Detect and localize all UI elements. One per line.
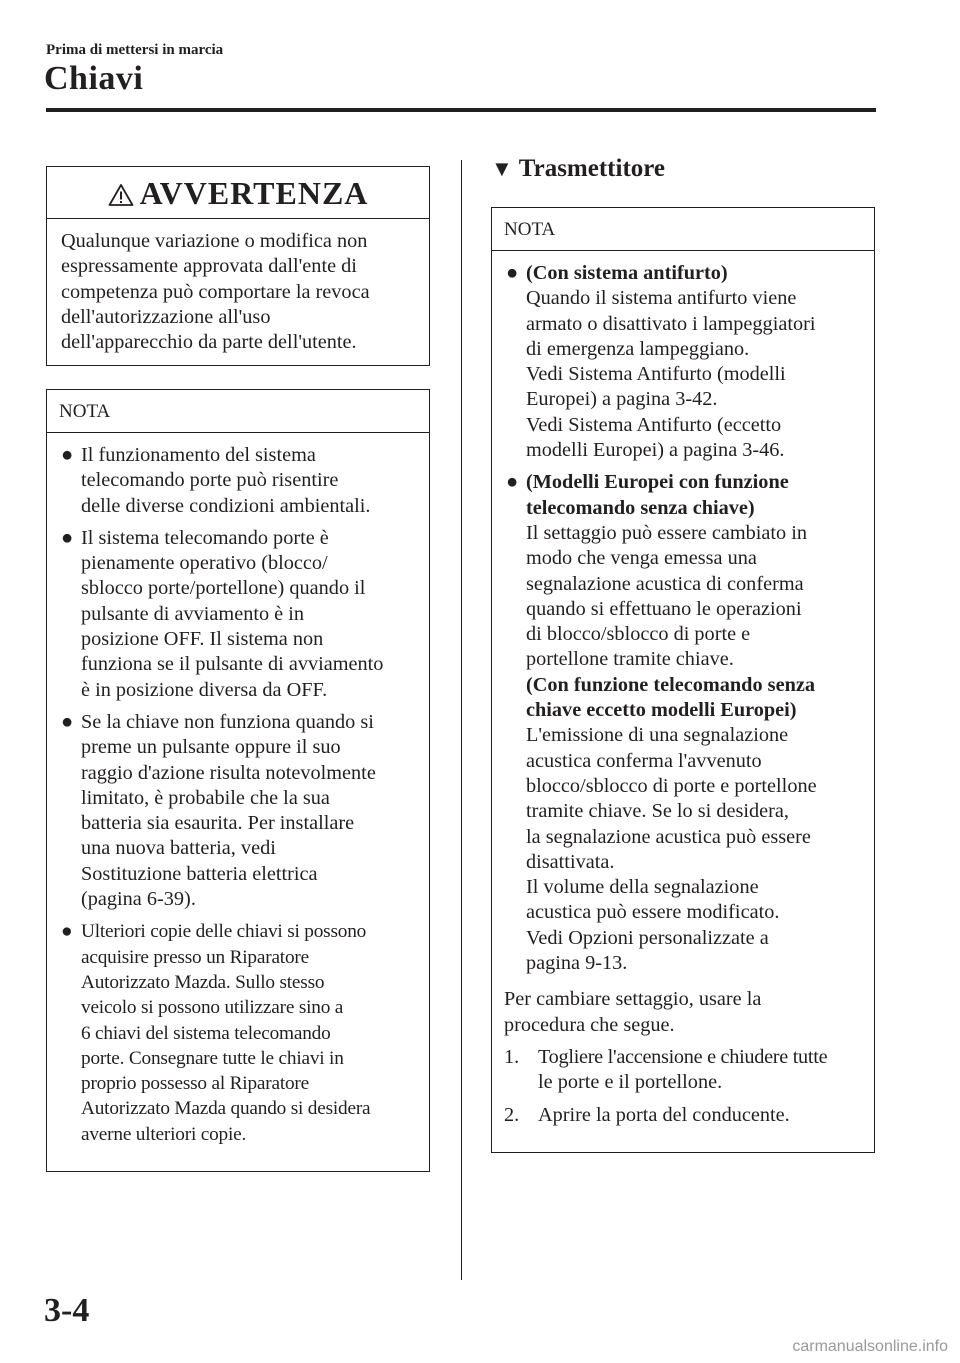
page-number: 3-4	[44, 1292, 90, 1329]
text-line: delle diverse condizioni ambientali.	[81, 494, 371, 517]
procedure-step-2	[492, 1103, 874, 1128]
list-item	[59, 710, 417, 912]
text-line: funziona se il pulsante di avviamento	[81, 653, 384, 676]
text-line: Togliere l'accensione e chiudere tutte	[538, 1045, 828, 1068]
text-line: Vedi Sistema Antifurto (eccetto	[526, 413, 782, 436]
text-line: una nuova batteria, vedi	[81, 837, 276, 860]
text-line: Europei) a pagina 3-42.	[526, 388, 718, 411]
text-line: Qualunque variazione o modifica non	[61, 230, 368, 252]
text-line: pienamente operativo (blocco/	[81, 552, 328, 575]
text-line: Quando il sistema antifurto viene	[526, 287, 797, 310]
text-line-bold: (Modelli Europei con funzione	[526, 471, 789, 494]
text-line: Se la chiave non funziona quando si	[81, 710, 374, 733]
text-line-bold: chiave eccetto modelli Europei)	[526, 699, 797, 722]
bullet-icon: ●	[61, 921, 73, 943]
note-box-transmitter	[491, 207, 875, 1153]
bullet-icon: ●	[61, 710, 74, 733]
text-line: competenza può comportare la revoca	[61, 280, 370, 303]
text-line: Il volume della segnalazione	[526, 876, 759, 899]
text-line: blocco/sblocco di porte e portellone	[526, 774, 817, 797]
text-line: la segnalazione acustica può essere	[526, 825, 811, 848]
procedure-intro	[492, 983, 874, 1038]
list-item	[59, 526, 417, 703]
note-heading: NOTA	[47, 390, 429, 433]
text-line: Vedi Sistema Antifurto (modelli	[526, 363, 786, 386]
text-line-bold: telecomando senza chiave)	[526, 496, 755, 519]
text-line: Autorizzato Mazda quando si desidera	[81, 1098, 371, 1120]
text-line: Aprire la porta del conducente.	[538, 1103, 790, 1126]
text-line: acquisire presso un Riparatore	[81, 946, 309, 968]
text-line: L'emissione di una segnalazione	[526, 724, 789, 747]
text-line: sblocco porte/portellone) quando il	[81, 577, 366, 600]
note-heading: NOTA	[492, 208, 874, 251]
text-line: Il funzionamento del sistema	[81, 444, 316, 466]
step-number: 1.	[504, 1045, 520, 1068]
text-line-bold: (Con sistema antifurto)	[526, 262, 728, 284]
column-divider	[461, 160, 462, 1280]
text-line: porte. Consegnare tutte le chiavi in	[81, 1047, 344, 1069]
bullet-icon: ●	[506, 471, 519, 494]
note-list-continued	[47, 919, 429, 1147]
text-line: telecomando porte può risentire	[81, 469, 339, 492]
text-line: raggio d'azione risulta notevolmente	[81, 761, 376, 784]
procedure-step-1	[492, 1045, 874, 1096]
text-line: (pagina 6-39).	[81, 888, 196, 911]
text-line: 6 chiavi del sistema telecomando	[81, 1022, 331, 1044]
text-line: portellone tramite chiave.	[526, 648, 734, 671]
page-title: Chiavi	[44, 60, 144, 97]
section-label: Prima di mettersi in marcia	[46, 42, 224, 58]
text-line: Vedi Opzioni personalizzate a	[526, 926, 769, 949]
note-list	[47, 433, 429, 912]
bullet-icon: ●	[61, 526, 74, 549]
warning-box	[46, 166, 430, 366]
text-line: limitato, è probabile che la sua	[81, 786, 330, 809]
text-line: Autorizzato Mazda. Sullo stesso	[81, 971, 325, 993]
warning-triangle-icon	[108, 183, 134, 207]
text-line: di emergenza lampeggiano.	[526, 337, 750, 360]
text-line: posizione OFF. Il sistema non	[81, 628, 324, 651]
step-number: 2.	[504, 1103, 520, 1126]
text-line-bold: (Con funzione telecomando senza	[526, 673, 815, 696]
text-line: tramite chiave. Se lo si desidera,	[526, 800, 790, 823]
warning-heading: AVVERTENZA	[139, 175, 369, 211]
list-item	[504, 261, 862, 463]
text-line: di blocco/sblocco di porte e	[526, 623, 751, 646]
bullet-icon: ●	[506, 262, 519, 284]
list-item	[504, 470, 862, 976]
warning-header	[47, 167, 429, 219]
list-item	[59, 919, 417, 1147]
text-line: acustica può essere modificato.	[526, 901, 780, 924]
list-item	[59, 443, 417, 519]
text-line: Ulteriori copie delle chiavi si possono	[81, 921, 367, 943]
text-line: disattivata.	[526, 850, 615, 873]
section-heading-text: Trasmettitore	[518, 155, 666, 182]
triangle-down-icon: ▼	[491, 156, 513, 181]
section-heading	[491, 155, 665, 183]
text-line: acustica conferma l'avvenuto	[526, 749, 762, 772]
text-line: espressamente approvata dall'ente di	[61, 255, 357, 278]
text-line: Per cambiare settaggio, usare la	[504, 988, 762, 1011]
text-line: preme un pulsante oppure il suo	[81, 736, 341, 759]
text-line: averne ulteriori copie.	[81, 1123, 247, 1145]
text-line: pulsante di avviamento è in	[81, 602, 305, 625]
text-line: le porte e il portellone.	[538, 1071, 723, 1094]
text-line: proprio possesso al Riparatore	[81, 1073, 310, 1095]
text-line: modo che venga emessa una	[526, 547, 757, 570]
text-line: batteria sia esaurita. Per installare	[81, 812, 355, 835]
text-line: procedura che segue.	[504, 1013, 675, 1036]
note-box-keys	[46, 389, 430, 1172]
warning-text	[47, 219, 429, 355]
text-line: quando si effettuano le operazioni	[526, 597, 802, 620]
header-rule	[46, 108, 876, 112]
text-line: dell'autorizzazione all'uso	[61, 305, 271, 328]
text-line: pagina 9-13.	[526, 952, 628, 975]
text-line: è in posizione diversa da OFF.	[81, 678, 328, 701]
text-line: Il settaggio può essere cambiato in	[526, 521, 808, 544]
watermark: carmanualsonline.info	[792, 1338, 948, 1355]
text-line: Sostituzione batteria elettrica	[81, 862, 318, 885]
text-line: modelli Europei) a pagina 3-46.	[526, 439, 785, 462]
text-line: armato o disattivato i lampeggiatori	[526, 312, 816, 335]
note-list	[492, 251, 874, 976]
bullet-icon: ●	[61, 444, 74, 466]
text-line: dell'apparecchio da parte dell'utente.	[61, 331, 357, 354]
text-line: veicolo si possono utilizzare sino a	[81, 997, 344, 1019]
text-line: Il sistema telecomando porte è	[81, 526, 329, 549]
text-line: segnalazione acustica di conferma	[526, 572, 804, 595]
